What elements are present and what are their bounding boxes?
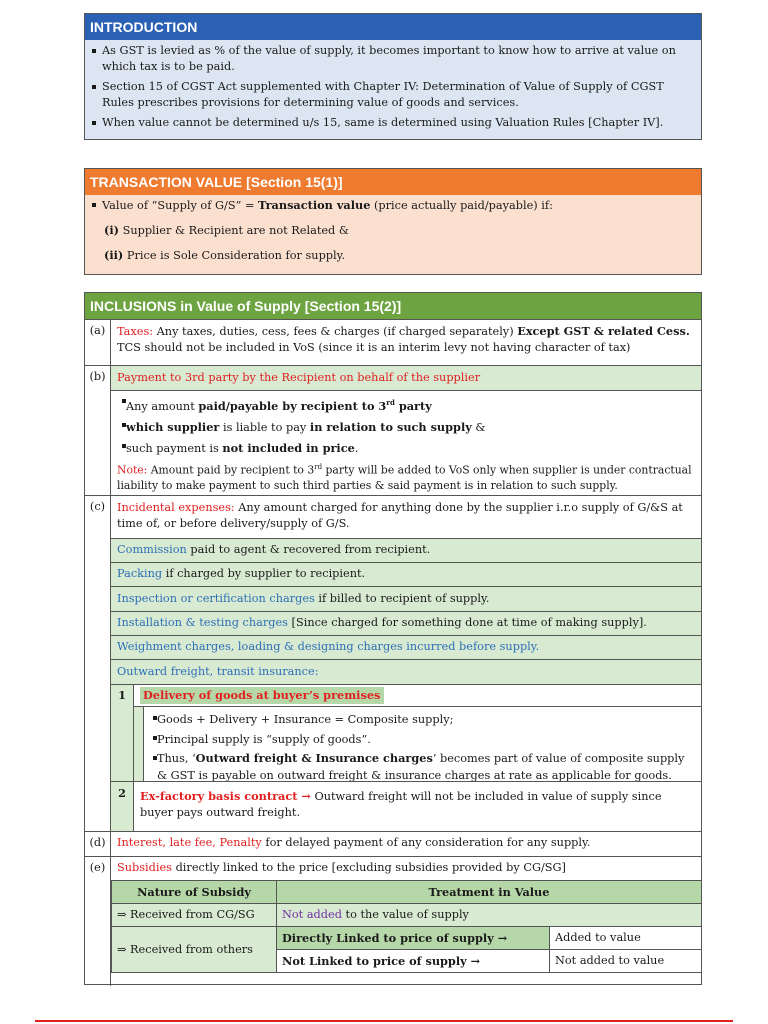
cgsg-cell: ⇒ Received from CG/SG: [112, 904, 277, 927]
row-b: [85, 365, 701, 495]
commission-text: paid to agent & recovered from recipient.: [186, 543, 431, 556]
tp2-bold: which supplier: [126, 419, 220, 434]
tv-line-pre: Value of “Supply of G/S” =: [102, 199, 258, 212]
row-c: [85, 495, 701, 831]
subsidy-row-others-1: [112, 927, 702, 950]
packing-label: Packing: [117, 567, 163, 580]
tv-definition: [87, 197, 697, 222]
row-e-content: [117, 860, 697, 876]
subsidies-text: directly linked to the price [excluding subsidies provided by CG/SG]: [171, 861, 566, 874]
note-post: party will be added to VoS only when supplier is under contractual liability to make payment to such third parties & said payment is in relation to such supply.: [117, 463, 692, 493]
case-2-body: [140, 788, 697, 821]
weighment-row: Weighment charges, loading & designing charges incurred before supply.: [111, 635, 701, 659]
col-treatment: Treatment in Value: [277, 881, 702, 904]
packing-row: [111, 562, 701, 586]
intro-bullet-1: As GST is levied as % of the value of supply, it becomes important to know how to arrive at value on which tax is to be paid.: [87, 43, 697, 75]
freight-case-1: [111, 684, 701, 781]
ex-factory-text: Outward freight will not be included in value of supply since buyer pays outward freight.: [140, 790, 662, 819]
intro-bullet-3: When value cannot be determined u/s 15, same is determined using Valuation Rules [Chapter IV].: [87, 115, 697, 131]
case-1-number: 1: [111, 685, 134, 781]
packing-text: if charged by supplier to recipient.: [162, 567, 366, 580]
row-a: [85, 319, 701, 365]
of-post: ’ becomes part of value of composite supply & GST is payable on outward freight & insurance charges at rate as applicable for goods.: [157, 752, 685, 782]
incidental-label: Incidental expenses:: [117, 501, 235, 514]
tp3-pre: such payment is: [126, 441, 223, 455]
row-b-label: (b): [85, 366, 111, 495]
case-1-body: [148, 710, 697, 784]
not-added-label: Not added: [282, 908, 342, 921]
third-party-heading: Payment to 3rd party by the Recipient on behalf of the supplier: [111, 366, 701, 391]
outward-freight-point: [148, 750, 697, 784]
taxes-except: Except GST & related Cess.: [517, 324, 690, 338]
subsidy-row-cgsg: [112, 904, 702, 927]
tp1-pre: Any amount: [126, 399, 199, 413]
tp1-bold: paid/payable by recipient to 3: [198, 398, 387, 413]
tp3-bold: not included in price: [222, 440, 355, 455]
introduction-section: [84, 13, 702, 140]
introduction-body: [85, 40, 701, 139]
row-a-content: [117, 323, 697, 356]
note-sup: rd: [314, 462, 323, 471]
others-cell: ⇒ Received from others: [112, 927, 277, 973]
tp2-mid: is liable to pay: [219, 420, 310, 434]
subsidy-table-header: [112, 881, 702, 904]
note-label: Note:: [117, 463, 148, 477]
row-e-label: (e): [85, 857, 111, 986]
note-pre: Amount paid by recipient to 3: [147, 463, 315, 477]
inclusions-section: [84, 292, 702, 985]
case-1-heading-row: [134, 685, 701, 707]
cgsg-treatment: [277, 904, 702, 927]
tp1-bold2: party: [394, 398, 432, 413]
tv-line-bold: Transaction value: [258, 198, 371, 212]
tp1-sup: rd: [386, 398, 395, 407]
ex-factory-label: Ex-factory basis contract →: [140, 789, 311, 803]
not-linked-value: Not added to value: [550, 950, 702, 973]
tp3-post: .: [354, 441, 359, 455]
subsidy-table: [111, 880, 702, 973]
inspection-label: Inspection or certification charges: [117, 592, 315, 605]
row-d-content: [117, 835, 697, 851]
intro-bullet-2: Section 15 of CGST Act supplemented with Chapter IV: Determination of Value of Supply of CGST Rules prescribes provisions for determining value of goods and services.: [87, 79, 697, 111]
case-2-number: 2: [111, 782, 134, 832]
case-1-heading: Delivery of goods at buyer’s premises: [140, 687, 384, 704]
tv-line-post: (price actually paid/payable) if:: [370, 199, 553, 212]
taxes-text: Any taxes, duties, cess, fees & charges (if charged separately): [153, 325, 518, 338]
case-1-indent: [134, 707, 144, 781]
tp2-post: &: [471, 420, 486, 434]
introduction-header: INTRODUCTION: [85, 14, 701, 40]
third-party-point-2: [117, 417, 697, 438]
third-party-point-1: [117, 393, 697, 417]
directly-linked-value: Added to value: [550, 927, 702, 950]
row-c-label: (c): [85, 496, 111, 831]
transaction-value-section: [84, 168, 702, 275]
installation-row: [111, 611, 701, 635]
incidental-text: Any amount charged for anything done by the supplier i.r.o supply of G/&S at time of, or before delivery/supply of G/S.: [117, 501, 683, 530]
principal-supply-point: Principal supply is “supply of goods”.: [148, 730, 697, 750]
not-added-text: to the value of supply: [341, 908, 469, 921]
incidental-expenses: [117, 500, 697, 532]
inspection-row: [111, 586, 701, 611]
tv-cond-1-text: Supplier & Recipient are not Related &: [118, 224, 349, 237]
commission-label: Commission: [117, 543, 187, 556]
interest-label: Interest, late fee, Penalty: [117, 836, 262, 849]
directly-linked-cell: Directly Linked to price of supply →: [277, 927, 550, 950]
not-linked-cell: Not Linked to price of supply →: [277, 950, 550, 973]
tv-cond-1-num: (i): [104, 223, 119, 237]
inclusions-header: INCLUSIONS in Value of Supply [Section 15(2)]: [85, 293, 701, 319]
commission-row: [111, 538, 701, 562]
transaction-value-body: [85, 195, 701, 274]
tv-cond-2-num: (ii): [104, 248, 124, 262]
tcs-note: TCS should not be included in VoS (since it is an interim levy not having character of tax): [117, 341, 631, 354]
third-party-point-3: [117, 438, 697, 459]
inspection-text: if billed to recipient of supply.: [314, 592, 490, 605]
col-nature: Nature of Subsidy: [112, 881, 277, 904]
installation-text: [Since charged for something done at time of making supply].: [287, 616, 647, 629]
third-party-body: [117, 393, 697, 494]
taxes-label: Taxes:: [117, 325, 154, 338]
outward-freight-row: Outward freight, transit insurance:: [111, 659, 701, 684]
tv-condition-2: [87, 247, 697, 272]
of-pre: Thus, ‘: [157, 752, 196, 765]
composite-supply-point: Goods + Delivery + Insurance = Composite supply;: [148, 710, 697, 730]
third-party-note: [117, 459, 697, 495]
freight-case-2: [111, 781, 701, 832]
transaction-value-header: TRANSACTION VALUE [Section 15(1)]: [85, 169, 701, 195]
subsidies-label: Subsidies: [117, 861, 172, 874]
interest-text: for delayed payment of any consideration for any supply.: [261, 836, 591, 849]
row-e: [85, 856, 701, 986]
row-d-label: (d): [85, 832, 111, 856]
footer-divider: [35, 1020, 733, 1022]
tp2-bold2: in relation to such supply: [309, 419, 472, 434]
row-d: [85, 831, 701, 856]
tv-cond-2-text: Price is Sole Consideration for supply.: [123, 249, 346, 262]
of-bold: Outward freight & Insurance charges: [195, 751, 433, 765]
installation-label: Installation & testing charges: [117, 616, 288, 629]
row-a-label: (a): [85, 320, 111, 365]
tv-condition-1: [87, 222, 697, 247]
